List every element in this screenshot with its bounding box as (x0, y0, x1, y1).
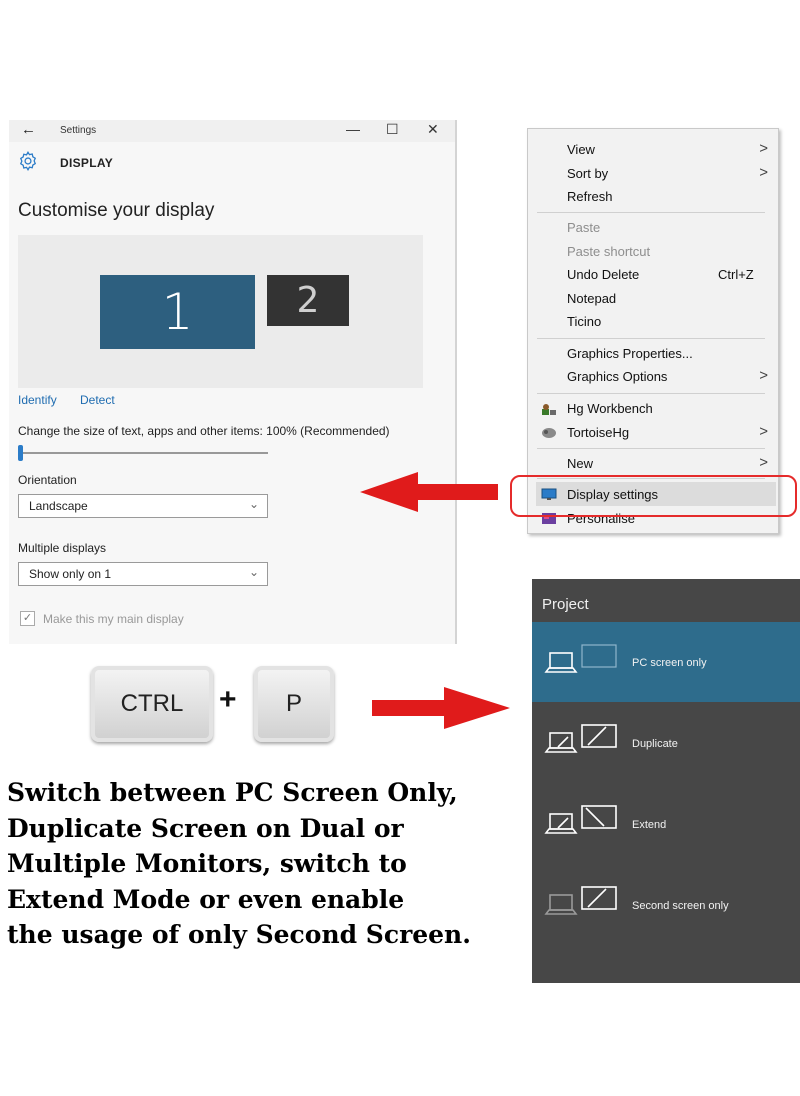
hg-workbench-icon (541, 403, 557, 416)
section-title: DISPLAY (60, 156, 114, 170)
project-option-second-screen-only[interactable] (532, 865, 800, 945)
orientation-dropdown[interactable] (18, 494, 268, 518)
menu-item-notepad[interactable]: Notepad (567, 291, 617, 306)
monitor-1-tile[interactable]: 1 (100, 275, 255, 349)
main-display-checkbox[interactable]: ✓ (20, 611, 35, 626)
tortoisehg-icon (541, 426, 557, 439)
chevron-right-icon: > (759, 454, 768, 471)
maximize-button[interactable]: ☐ (386, 121, 399, 137)
multiple-displays-dropdown[interactable] (18, 562, 268, 586)
chevron-right-icon: > (759, 140, 768, 157)
scale-slider-track[interactable] (18, 452, 268, 454)
menu-item-graphics-options[interactable]: Graphics Options (567, 369, 668, 384)
menu-item-new[interactable]: New (567, 456, 594, 471)
option-label: Duplicate (632, 738, 678, 750)
menu-separator (537, 448, 765, 449)
project-panel (532, 579, 800, 983)
extend-icon (544, 804, 620, 840)
caption-line: Extend Mode or even enable (7, 884, 405, 914)
caption-text (7, 775, 507, 953)
monitor-2-tile[interactable]: 2 (267, 275, 349, 326)
close-button[interactable]: ✕ (427, 121, 439, 137)
page-heading: Customise your display (18, 200, 215, 221)
menu-item-hg-workbench[interactable]: Hg Workbench (567, 401, 653, 416)
menu-item-undo-delete[interactable]: Undo Delete (567, 267, 640, 282)
chevron-right-icon: > (759, 367, 768, 384)
option-label: Extend (632, 819, 667, 831)
scale-label: Change the size of text, apps and other items: 100% (Recommended) (18, 424, 390, 438)
orientation-value: Landscape (29, 499, 88, 513)
highlight-ring (510, 475, 797, 517)
project-option-extend[interactable] (532, 784, 800, 864)
caption-line: Multiple Monitors, switch to (7, 849, 407, 878)
chevron-down-icon: ⌄ (248, 565, 259, 579)
project-option-duplicate[interactable] (532, 703, 800, 783)
identify-link[interactable]: Identify (18, 393, 57, 407)
second-screen-only-icon (544, 885, 620, 921)
pc-screen-only-icon (544, 643, 620, 679)
menu-item-sort-by[interactable]: Sort by (567, 166, 609, 181)
right-arrow-icon (372, 687, 512, 729)
menu-item-graphics-properties[interactable]: Graphics Properties... (567, 346, 693, 361)
option-label: Second screen only (632, 900, 729, 912)
multiple-displays-label: Multiple displays (18, 541, 107, 555)
duplicate-icon (544, 723, 620, 759)
caption-line: Switch between PC Screen Only, (7, 778, 458, 807)
option-label: PC screen only (632, 657, 707, 669)
desktop-context-menu (527, 128, 779, 534)
undo-shortcut: Ctrl+Z (718, 267, 754, 282)
display-arrangement-preview (18, 235, 423, 388)
project-title: Project (542, 596, 589, 613)
menu-item-personalise[interactable]: Personalise (567, 511, 635, 526)
caption-line: the usage of only Second Screen. (7, 920, 471, 949)
menu-item-paste: Paste (567, 220, 601, 235)
caption-line: Duplicate Screen on Dual or (7, 813, 404, 843)
menu-separator (537, 393, 765, 394)
menu-item-ticino[interactable]: Ticino (567, 314, 602, 329)
menu-item-paste-shortcut: Paste shortcut (567, 244, 651, 259)
multiple-displays-value: Show only on 1 (29, 567, 112, 581)
menu-separator (537, 212, 765, 213)
window-title: Settings (60, 125, 97, 136)
orientation-label: Orientation (18, 473, 77, 487)
plus-sign: + (219, 683, 237, 716)
title-bar (9, 120, 455, 142)
project-option-pc-screen-only[interactable] (532, 622, 800, 702)
scale-slider-thumb[interactable] (18, 445, 23, 461)
menu-item-display-settings[interactable]: Display settings (567, 487, 659, 502)
p-key: P (254, 666, 334, 742)
chevron-right-icon: > (759, 164, 768, 181)
ctrl-key: CTRL (91, 666, 213, 742)
chevron-down-icon: ⌄ (248, 497, 259, 511)
menu-item-view[interactable]: View (567, 142, 595, 157)
gear-icon (17, 150, 39, 172)
left-arrow-icon (360, 472, 500, 512)
chevron-right-icon: > (759, 423, 768, 440)
back-arrow-icon[interactable]: ← (21, 121, 36, 138)
settings-window (9, 120, 457, 644)
menu-item-tortoisehg[interactable]: TortoiseHg (567, 425, 630, 440)
minimize-button[interactable]: — (346, 121, 360, 137)
menu-separator (537, 338, 765, 339)
menu-item-refresh[interactable]: Refresh (567, 189, 613, 204)
detect-link[interactable]: Detect (80, 393, 115, 407)
main-display-label: Make this my main display (43, 612, 184, 626)
